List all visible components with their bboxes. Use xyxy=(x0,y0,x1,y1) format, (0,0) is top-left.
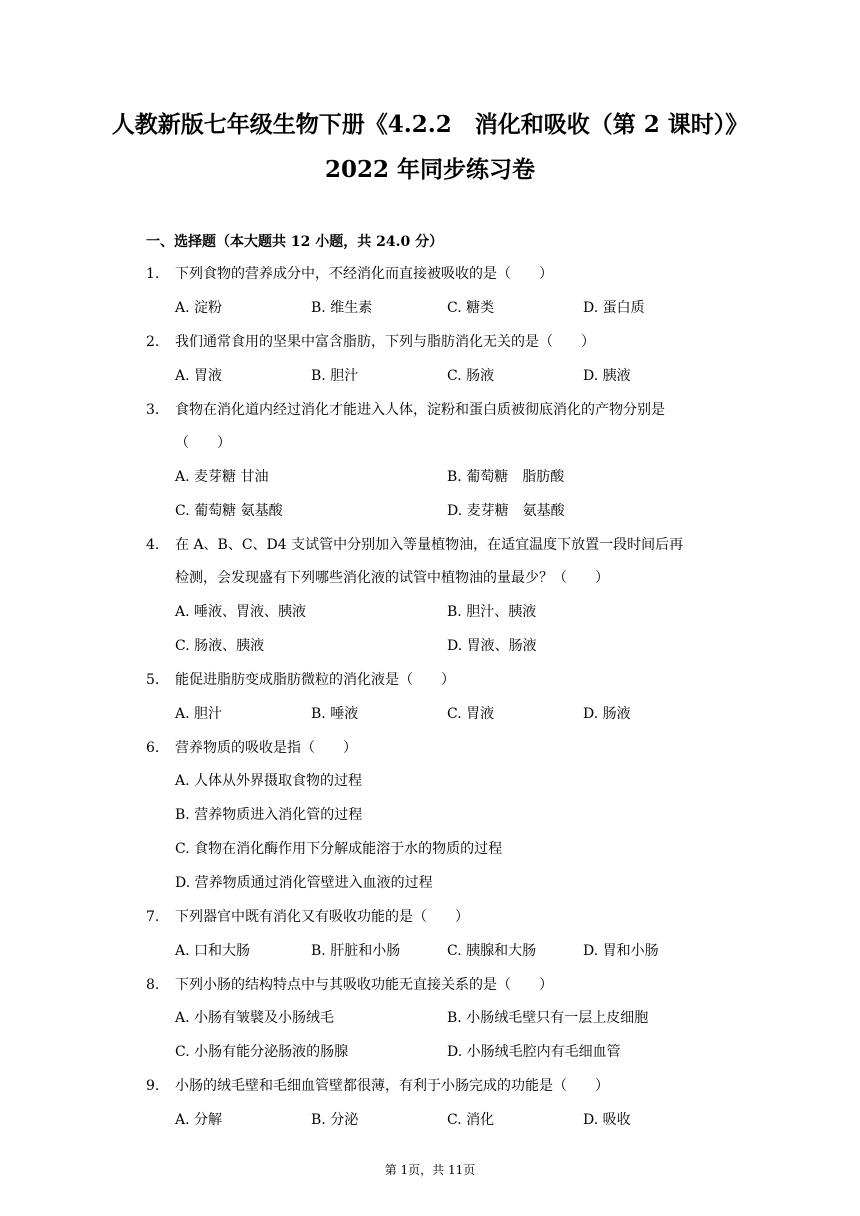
option-a: A. 小肠有皱襞及小肠绒毛 xyxy=(175,1010,335,1026)
option-c: C. 肠液 xyxy=(447,368,495,384)
option-a: A. 人体从外界摄取食物的过程 xyxy=(175,773,363,789)
option-a: A. 淀粉 xyxy=(175,300,223,316)
option-d: D. 蛋白质 xyxy=(583,300,645,316)
question-number: 1. xyxy=(146,266,160,282)
option-b: B. 胆汁 xyxy=(311,368,359,384)
option-b: B. 营养物质进入消化管的过程 xyxy=(175,807,363,823)
question-text: 营养物质的吸收是指（ ） xyxy=(175,740,357,756)
question-text: 食物在消化道内经过消化才能进入人体，淀粉和蛋白质被彻底消化的产物分别是 xyxy=(175,402,665,418)
option-d: D. 肠液 xyxy=(583,706,631,722)
question-text: 小肠的绒毛壁和毛细血管壁都很薄，有利于小肠完成的功能是（ ） xyxy=(175,1078,609,1094)
question-text: 下列小肠的结构特点中与其吸收功能无直接关系的是（ ） xyxy=(175,977,553,993)
option-c: C. 糖类 xyxy=(447,300,495,316)
document-title-line2: 2022 年同步练习卷 xyxy=(324,156,536,183)
option-a: A. 胃液 xyxy=(175,368,223,384)
question-text: 能促进脂肪变成脂肪微粒的消化液是（ ） xyxy=(175,672,455,688)
question-number: 8. xyxy=(146,977,160,993)
option-b: B. 小肠绒毛壁只有一层上皮细胞 xyxy=(447,1010,649,1026)
question-number: 5. xyxy=(146,672,160,688)
option-c: C. 胃液 xyxy=(447,706,495,722)
option-d: D. 小肠绒毛腔内有毛细血管 xyxy=(447,1044,621,1060)
option-b: B. 葡萄糖 脂肪酸 xyxy=(447,469,565,485)
option-d: D. 麦芽糖 氨基酸 xyxy=(447,503,565,519)
question-text: 我们通常食用的坚果中富含脂肪，下列与脂肪消化无关的是（ ） xyxy=(175,334,595,350)
question-text: 下列器官中既有消化又有吸收功能的是（ ） xyxy=(175,909,469,925)
option-b: B. 唾液 xyxy=(311,706,359,722)
option-a: A. 分解 xyxy=(175,1112,223,1128)
question-text: 检测，会发现盛有下列哪些消化液的试管中植物油的量最少？（ ） xyxy=(175,570,609,586)
option-d: D. 胃和小肠 xyxy=(583,943,659,959)
option-d: D. 吸收 xyxy=(583,1112,631,1128)
option-a: A. 麦芽糖 甘油 xyxy=(175,469,269,485)
question-number: 3. xyxy=(146,402,160,418)
page-footer: 第 1页，共 11页 xyxy=(384,1163,476,1177)
question-number: 9. xyxy=(146,1078,160,1094)
option-d: D. 胃液、肠液 xyxy=(447,638,537,654)
question-text: 下列食物的营养成分中，不经消化而直接被吸收的是（ ） xyxy=(175,266,553,282)
question-text: 在 A、B、C、D4 支试管中分别加入等量植物油，在适宜温度下放置一段时间后再 xyxy=(175,537,684,553)
question-number: 2. xyxy=(146,334,160,350)
option-a: A. 唾液、胃液、胰液 xyxy=(175,604,307,620)
option-b: B. 分泌 xyxy=(311,1112,359,1128)
option-a: A. 胆汁 xyxy=(175,706,223,722)
option-c: C. 消化 xyxy=(447,1112,495,1128)
option-c: C. 肠液、胰液 xyxy=(175,638,265,654)
question-number: 7. xyxy=(146,909,160,925)
option-d: D. 胰液 xyxy=(583,368,631,384)
option-b: B. 胆汁、胰液 xyxy=(447,604,537,620)
section-heading: 一、选择题（本大题共 12 小题，共 24.0 分） xyxy=(146,234,444,250)
question-number: 4. xyxy=(146,537,160,553)
option-b: B. 肝脏和小肠 xyxy=(311,943,401,959)
question-text: （ ） xyxy=(175,435,231,451)
option-a: A. 口和大肠 xyxy=(175,943,251,959)
document-title-line1: 人教新版七年级生物下册《4.2.2 消化和吸收（第 2 课时）》 xyxy=(111,111,749,138)
question-number: 6. xyxy=(146,740,160,756)
option-c: C. 胰腺和大肠 xyxy=(447,943,537,959)
option-c: C. 食物在消化酶作用下分解成能溶于水的物质的过程 xyxy=(175,841,503,857)
option-c: C. 小肠有能分泌肠液的肠腺 xyxy=(175,1044,349,1060)
option-d: D. 营养物质通过消化管壁进入血液的过程 xyxy=(175,875,433,891)
option-b: B. 维生素 xyxy=(311,300,373,316)
option-c: C. 葡萄糖 氨基酸 xyxy=(175,503,283,519)
